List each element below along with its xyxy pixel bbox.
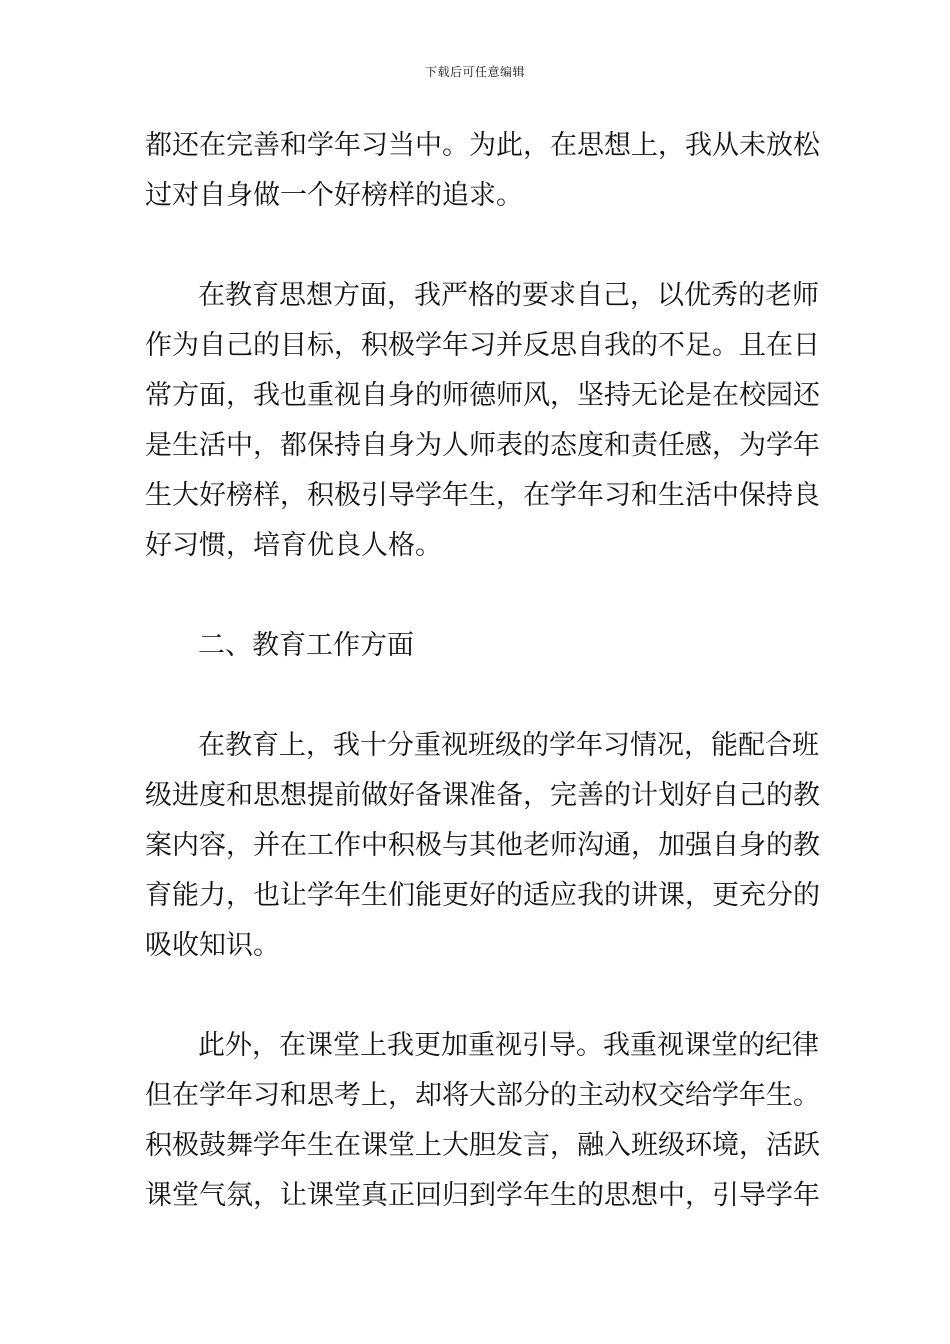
page-header: 下载后可任意编辑 bbox=[424, 65, 525, 79]
text-line: 在教育思想方面，我严格的要求自己，以优秀的老师 bbox=[198, 280, 819, 311]
text-line: 积极鼓舞学年生在课堂上大胆发言，融入班级环境，活跃 bbox=[145, 1130, 820, 1161]
text-line: 生大好榜样，积极引导学年生，在学年习和生活中保持良 bbox=[145, 480, 820, 511]
text-line: 常方面，我也重视自身的师德师风，坚持无论是在校园还 bbox=[145, 380, 820, 411]
text-line: 过对自身做一个好榜样的追求。 bbox=[145, 180, 523, 211]
text-line: 级进度和思想提前做好备课准备，完善的计划好自己的教 bbox=[145, 780, 820, 811]
text-line: 都还在完善和学年习当中。为此，在思想上，我从未放松 bbox=[145, 130, 820, 161]
text-line: 课堂气氛，让课堂真正回归到学年生的思想中，引导学年 bbox=[145, 1180, 820, 1211]
text-line: 作为自己的目标，积极学年习并反思自我的不足。且在日 bbox=[145, 330, 820, 361]
text-line: 育能力，也让学年生们能更好的适应我的讲课，更充分的 bbox=[145, 880, 820, 911]
section-heading: 二、教育工作方面 bbox=[198, 630, 414, 661]
text-line: 好习惯，培育优良人格。 bbox=[145, 530, 442, 561]
text-line: 案内容，并在工作中积极与其他老师沟通，加强自身的教 bbox=[145, 830, 820, 861]
text-line: 在教育上，我十分重视班级的学年习情况，能配合班 bbox=[198, 730, 819, 761]
text-line: 此外，在课堂上我更加重视引导。我重视课堂的纪律 bbox=[198, 1030, 819, 1061]
text-line: 是生活中，都保持自身为人师表的态度和责任感，为学年 bbox=[145, 430, 820, 461]
text-line: 但在学年习和思考上，却将大部分的主动权交给学年生。 bbox=[145, 1080, 820, 1111]
text-line: 吸收知识。 bbox=[145, 930, 280, 961]
